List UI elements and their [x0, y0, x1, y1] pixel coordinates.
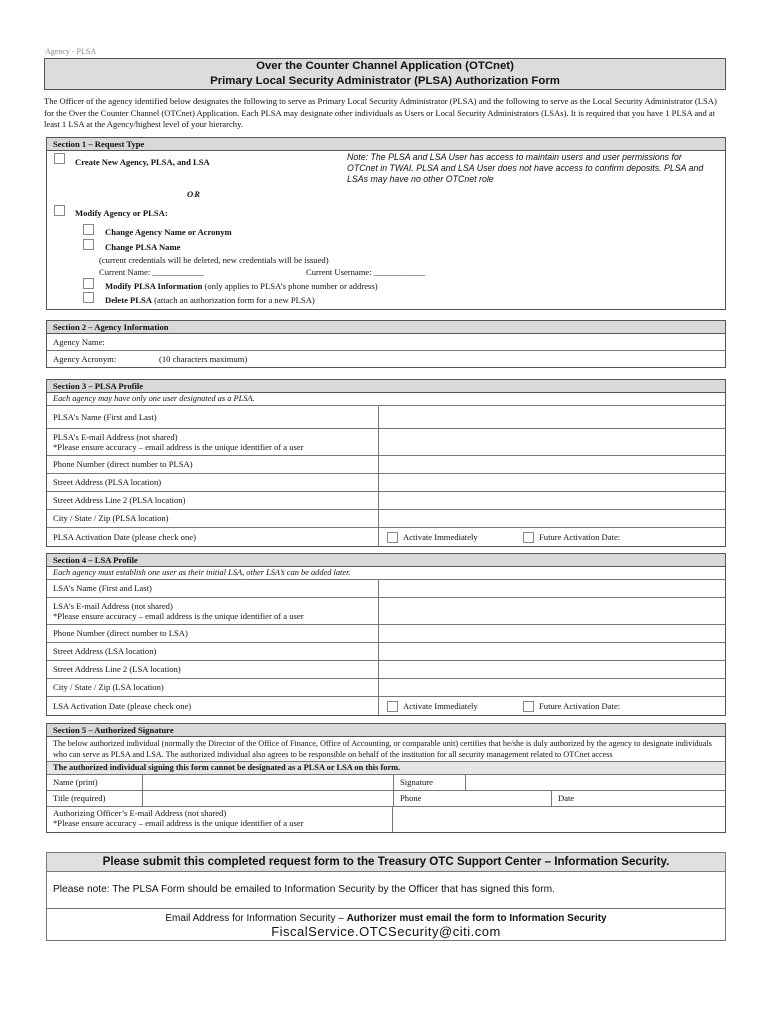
section-5-title: Section 5 – Authorized Signature [47, 724, 725, 737]
email-line: Email Address for Information Security – Authorizer must email the form to Information Security [165, 913, 607, 924]
create-label: Create New Agency, PLSA, and LSA [75, 157, 210, 167]
plsa-activate-now-label: Activate Immediately [403, 531, 478, 542]
current-name-field[interactable]: Current Name: ____________ [99, 267, 205, 277]
section-5-text: The below authorized individual (normally the Director of the Office of Finance, Office of Accounting, or comparable unit) certifies that he/she is duly authorized by the agency to designate individuals who can serve as PLSA and LSA. The authorized individual also agrees to be responsible on behalf of the institution for all security management related to OTCnet access [47, 737, 725, 762]
plsa-email-note: *Please ensure accuracy – email address is the unique identifier of a user [53, 442, 304, 452]
lsa-street-label: Street Address (LSA location) [47, 643, 379, 660]
section-2-title: Section 2 – Agency Information [47, 321, 725, 334]
current-username-field[interactable]: Current Username: ____________ [306, 267, 426, 277]
plsa-phone-label: Phone Number (direct number to PLSA) [47, 456, 379, 473]
officer-email-note: *Please ensure accuracy – email address is the unique identifier of a user [53, 818, 304, 829]
signature-label: Signature [394, 775, 466, 790]
change-plsa-checkbox[interactable] [83, 239, 94, 250]
lsa-email-field[interactable] [379, 598, 725, 624]
or-label: OR [187, 189, 201, 199]
name-print-label: Name (print) [47, 775, 143, 790]
lsa-street2-field[interactable] [379, 661, 725, 678]
date-label: Date [558, 793, 575, 803]
lsa-name-field[interactable] [379, 580, 725, 597]
lsa-city-field[interactable] [379, 679, 725, 696]
submission-footer [46, 852, 726, 941]
plsa-name-label: PLSA’s Name (First and Last) [47, 406, 379, 428]
agency-name-row[interactable] [47, 334, 725, 351]
agency-acronym-row[interactable] [47, 351, 725, 367]
delete-plsa-label: Delete PLSA (attach an authorization form for a new PLSA) [105, 295, 315, 305]
intro-paragraph: The Officer of the agency identified below designates the following to serve as Primary Local Security Administrator (PLSA) and the following to serve as the Local Security Administrator (LSA) for the Over the Counter Channel (OTCnet) Application. Each PLSA may designate other individuals as Users or Local Security Administrators (LSAs). It is required that you have 1 PLSA and at least 1 LSA at the Agency/highest level of your hierarchy. [44, 96, 717, 130]
officer-email-label: Authorizing Officer’s E-mail Address (not shared) [53, 808, 227, 818]
plsa-street-label: Street Address (PLSA location) [47, 474, 379, 491]
plsa-activation-label: PLSA Activation Date (please check one) [47, 528, 379, 546]
section-1-title: Section 1 – Request Type [47, 138, 725, 151]
plsa-future-checkbox[interactable] [523, 532, 534, 543]
plsa-name-field[interactable] [379, 406, 725, 428]
agency-tag: Agency - PLSA [45, 47, 97, 56]
form-title-line2: Primary Local Security Administrator (PLSA) Authorization Form [210, 74, 560, 87]
form-title-box [44, 58, 726, 90]
plsa-street-row [47, 474, 725, 492]
plsa-name-row [47, 406, 725, 429]
plsa-city-row [47, 510, 725, 528]
agency-name-label: Agency Name: [53, 337, 105, 347]
section-3-title: Section 3 – PLSA Profile [47, 380, 725, 393]
lsa-activate-now-checkbox[interactable] [387, 701, 398, 712]
officer-email-field[interactable] [393, 807, 725, 832]
submit-instruction: Please submit this completed request form to the Treasury OTC Support Center – Information Security. [47, 853, 725, 872]
section-5-warning: The authorized individual signing this form cannot be designated as a PLSA or LSA on this form. [47, 762, 725, 775]
title-label: Title (required) [47, 791, 143, 806]
lsa-street2-label: Street Address Line 2 (LSA location) [47, 661, 379, 678]
plsa-activate-now-checkbox[interactable] [387, 532, 398, 543]
lsa-email-row [47, 598, 725, 625]
lsa-email-label: LSA’s E-mail Address (not shared) [53, 600, 173, 611]
lsa-activate-now-label: Activate Immediately [403, 700, 478, 711]
modify-info-checkbox[interactable] [83, 278, 94, 289]
plsa-email-field[interactable] [379, 429, 725, 455]
plsa-email-label: PLSA’s E-mail Address (not shared) [53, 431, 178, 442]
name-print-field[interactable] [143, 775, 394, 790]
form-title-line1: Over the Counter Channel Application (OTCnet) [256, 60, 514, 72]
create-checkbox[interactable] [54, 153, 65, 164]
lsa-future-checkbox[interactable] [523, 701, 534, 712]
section-5 [46, 723, 726, 833]
lsa-email-note: *Please ensure accuracy – email address is the unique identifier of a user [53, 611, 304, 621]
agency-acronym-label: Agency Acronym: [53, 354, 117, 364]
delete-plsa-checkbox[interactable] [83, 292, 94, 303]
lsa-city-label: City / State / Zip (LSA location) [47, 679, 379, 696]
plsa-street2-label: Street Address Line 2 (PLSA location) [47, 492, 379, 509]
section-1 [46, 137, 726, 310]
section-3-subtitle: Each agency may have only one user designated as a PLSA. [47, 393, 725, 406]
signer-row-2 [47, 791, 725, 807]
officer-email-row [47, 807, 725, 832]
modify-label: Modify Agency or PLSA: [75, 208, 168, 218]
section-3 [46, 379, 726, 547]
plsa-email-row [47, 429, 725, 456]
lsa-future-label: Future Activation Date: [539, 700, 621, 711]
lsa-activation-label: LSA Activation Date (please check one) [47, 697, 379, 715]
section-1-note: Note: The PLSA and LSA User has access to maintain users and user permissions for OTCnet in TWAI. PLSA and LSA User does not have access to confirm deposits. PLSA and LSAs may have no other OTCnet role [347, 152, 704, 184]
plsa-future-label: Future Activation Date: [539, 531, 621, 542]
plsa-street2-row [47, 492, 725, 510]
signer-row-1 [47, 775, 725, 791]
plsa-street2-field[interactable] [379, 492, 725, 509]
lsa-activation-row [47, 697, 725, 715]
plsa-city-label: City / State / Zip (PLSA location) [47, 510, 379, 527]
signature-field[interactable] [466, 775, 725, 790]
plsa-street-field[interactable] [379, 474, 725, 491]
change-agency-checkbox[interactable] [83, 224, 94, 235]
lsa-street-row [47, 643, 725, 661]
plsa-city-field[interactable] [379, 510, 725, 527]
section-4 [46, 553, 726, 716]
lsa-city-row [47, 679, 725, 697]
section-2 [46, 320, 726, 368]
section-4-subtitle: Each agency must establish one user as their initial LSA, other LSA’s can be added later. [47, 567, 725, 580]
title-field[interactable] [143, 791, 394, 806]
lsa-street-field[interactable] [379, 643, 725, 660]
security-email-address[interactable]: FiscalService.OTCSecurity@citi.com [271, 924, 501, 939]
modify-checkbox[interactable] [54, 205, 65, 216]
change-plsa-note: (current credentials will be deleted, new credentials will be issued) [99, 255, 329, 265]
submit-note: Please note: The PLSA Form should be emailed to Information Security by the Officer that has signed this form. [47, 872, 725, 909]
date-field[interactable] [592, 791, 725, 806]
lsa-name-label: LSA’s Name (First and Last) [47, 580, 379, 597]
phone-label: Phone [400, 793, 422, 803]
plsa-phone-row [47, 456, 725, 474]
plsa-activation-row [47, 528, 725, 546]
lsa-phone-row [47, 625, 725, 643]
lsa-name-row [47, 580, 725, 598]
lsa-phone-field[interactable] [379, 625, 725, 642]
section-4-title: Section 4 – LSA Profile [47, 554, 725, 567]
plsa-phone-field[interactable] [379, 456, 725, 473]
lsa-phone-label: Phone Number (direct number to LSA) [47, 625, 379, 642]
acronym-hint: (10 characters maximum) [159, 354, 248, 364]
phone-field[interactable] [466, 791, 552, 806]
change-agency-label: Change Agency Name or Acronym [105, 227, 232, 237]
modify-info-label: Modify PLSA Information (only applies to PLSA’s phone number or address) [105, 281, 378, 291]
lsa-street2-row [47, 661, 725, 679]
change-plsa-label: Change PLSA Name [105, 242, 181, 252]
